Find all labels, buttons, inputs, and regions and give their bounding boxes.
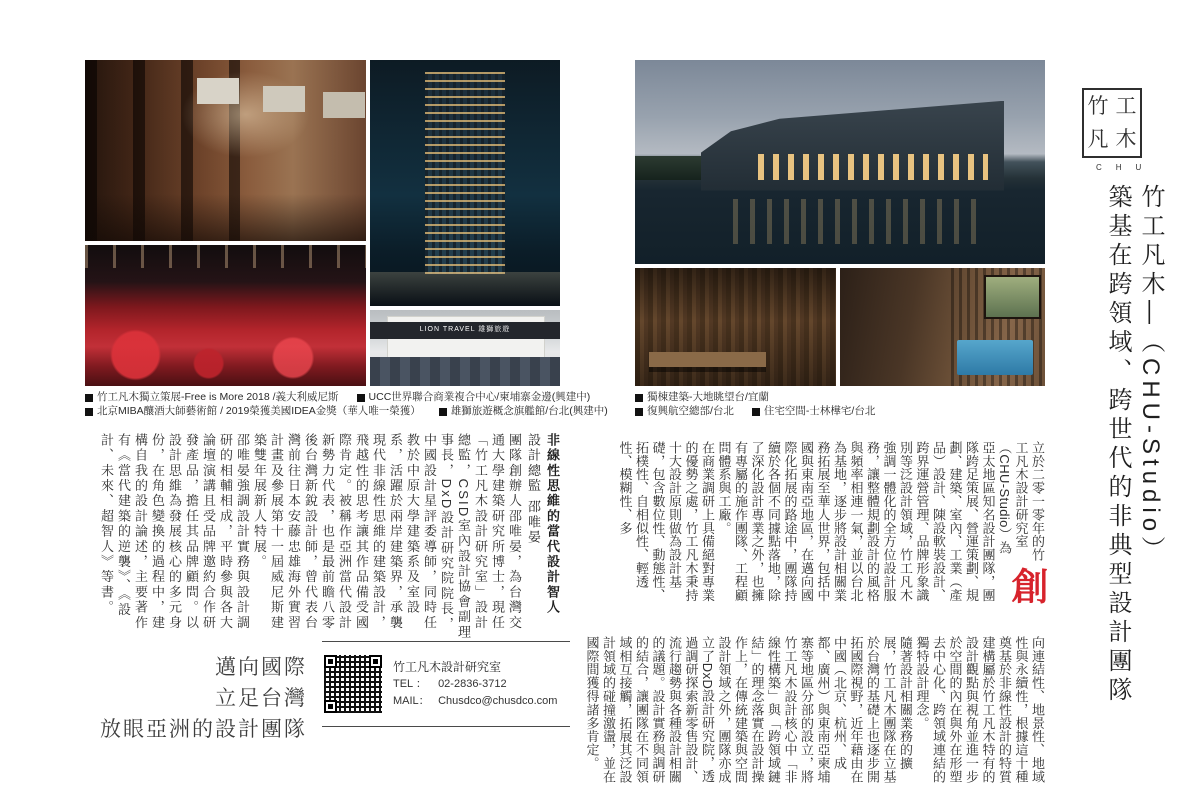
caption-text: 竹工凡木獨立策展-Free is More 2018 /義大利威尼斯	[97, 391, 339, 403]
left-caption-row-1	[85, 391, 590, 404]
photo-miba-museum-interior	[85, 245, 366, 386]
article-paragraph	[715, 441, 1045, 612]
qr-code	[324, 655, 382, 713]
designer-profile-article	[85, 433, 561, 642]
logo-char: 工	[1115, 95, 1137, 118]
article-paragraph: 向連結性、地景性、地域性與永續性，根據這十種奠基於非線性設計的特質建構屬於竹工凡木特有的設計觀點與視角並進一步於空間的內在與外在形塑去中心化、跨領域連結的獨特設計理念。	[914, 636, 1045, 784]
studio-name: 竹工凡木設計研究室	[393, 659, 502, 674]
caption-text: UCC世界聯合商業複合中心/柬埔寨金邊(興建中)	[368, 391, 591, 403]
caption-square-icon	[635, 408, 643, 416]
logo-char: 竹	[1087, 95, 1109, 118]
tel-value: 02-2836-3712	[438, 677, 507, 690]
right-caption-row-1	[635, 391, 769, 404]
photo-shilin-residence-interior	[840, 268, 1045, 386]
caption-item	[85, 405, 421, 418]
studio-intro-article-band-1	[617, 441, 1047, 612]
logo-char: 凡	[1087, 128, 1109, 151]
paragraph-text: 立於二零一零年的竹工凡木設計研究室（CHU-Studio）為亞太地區知名設計團隊，團隊跨足策展、營運策劃、規劃、建築、室內、工業（產品）設計、陳設軟裝設計、跨界運營管理、品牌形象識別等泛設計領域，竹工凡木強調一體化的全方位設計服務，讓整體規劃設計的風格與頻率相連一氣，並以台北為基地，逐步將設計相關業務拓展至華人世界，包括中國與東南亞地區，在邁向國際化拓展的路途中，團隊持續於各個不同據點落地，除了深化設計專業之外，也擁有專屬的施作團隊、工程顧問體系與工廠。	[716, 441, 1045, 602]
slogan-line: 立足台灣	[215, 687, 307, 710]
red-pods-graphic	[85, 245, 366, 386]
desk-graphic	[649, 352, 766, 367]
caption-square-icon	[85, 394, 93, 402]
contact-lines	[393, 659, 557, 710]
caption-item	[752, 405, 875, 418]
qr-finder-icon	[324, 700, 337, 713]
qr-finder-icon	[324, 655, 337, 668]
left-caption-row-2	[85, 405, 608, 418]
article-paragraph: 邵唯晏強調設計實務與設計調研的相輔相成，平時參與各大論壇演講且受品牌邀約合作研發產品，擔任其品牌顧問。以設計思維為發展核心的多元身份，在角色變換的過程中，建構自我的設計論述，主要著作有《當代建築的逆襲》、《設計、未來、超智人》等書。	[99, 433, 250, 631]
chu-studio-logo	[1082, 88, 1142, 158]
photo-ucc-tower-night	[370, 60, 560, 306]
caption-text: 北京MIBA釀酒大師藝術館 / 2019榮獲美國IDEA金獎（華人唯一榮獲）	[97, 405, 421, 417]
water-reflection-graphic	[733, 199, 987, 244]
studio-intro-article-band-2	[584, 636, 1045, 793]
caption-square-icon	[752, 408, 760, 416]
page-title-line-1: 竹工凡木—（CHU-Studio）	[1137, 184, 1164, 566]
mail-label: MAIL：	[393, 694, 430, 707]
slogan-line: 放眼亞洲的設計團隊	[100, 718, 307, 741]
contact-block	[322, 641, 570, 727]
logo-char: 木	[1115, 128, 1137, 151]
contact-tel-line	[393, 676, 557, 693]
dropcap-character: 創	[1006, 566, 1047, 604]
caption-text: 住宅空間-士林樺宅/台北	[763, 405, 876, 417]
caption-text: 復興航空總部/台北	[647, 405, 734, 417]
photo-lion-travel-flagship	[370, 310, 560, 386]
caption-square-icon	[635, 394, 643, 402]
photo-land-lookout-yilan	[635, 60, 1045, 264]
page-title-line-2: 築基在跨領域、跨世代的非典型設計團隊	[1104, 184, 1131, 706]
studio-slogan	[85, 652, 307, 745]
slogan-line: 邁向國際	[215, 656, 307, 679]
logo-letters: CHU	[1096, 163, 1156, 172]
floor-shadow-graphic	[85, 194, 366, 241]
article-paragraph: 在商業調研上具備絕對專業的優勢之處，竹工凡木秉持十大設計原則做為設計基礎，包含數位性、動態性、拓樸性、自相似性、輕透性、模糊性、多	[617, 441, 715, 602]
caption-item	[635, 391, 769, 404]
caption-text: 獨棟建築-大地眺望台/宜蘭	[647, 391, 769, 403]
photo-transasia-hq-interior	[635, 268, 836, 386]
tower-base-graphic	[370, 272, 560, 306]
tel-label: TEL ：	[393, 677, 427, 690]
right-caption-row-2	[635, 405, 875, 418]
storefront-glass-graphic	[370, 357, 560, 386]
page-title	[1101, 184, 1167, 750]
article-heading: 非線性思維的當代設計智人	[545, 433, 560, 616]
storefront-sign: LION TRAVEL 雄獅旅遊	[370, 322, 560, 339]
caption-item	[357, 391, 591, 404]
photo-venice-exhibition	[85, 60, 366, 241]
caption-item	[85, 391, 339, 404]
exhibit-panels-graphic	[197, 78, 239, 104]
qr-finder-icon	[369, 655, 382, 668]
caption-item	[439, 405, 608, 418]
caption-item	[635, 405, 734, 418]
caption-text: 雄獅旅遊概念旗艦館/台北(興建中)	[450, 405, 608, 417]
shade-graphic	[635, 268, 836, 386]
window-graphic	[984, 275, 1041, 319]
contact-mail-line	[393, 693, 557, 710]
article-paragraph: 團隊創辦人邵唯晏，為台灣交通大學建築研究所博士，現任「竹工凡木設計研究室」設計總監，CSID室內設計協會副理事長，DxD設計研究院院長，中國設計星評委導師，同時任教於中原大學建築系及室設系，活躍於兩岸建築界，承襲現代非線性思維的建築設計，飛越性的思考讓其作品備受國際肯定。被稱作亞洲當代設計新勢力代表，也是最前瞻八零後台灣新銳設計師，曾代表台灣前往日本安藤忠雄海外實習計畫及參展第十一屆威尼斯建築雙年展新人特展。	[252, 433, 522, 641]
pool-graphic	[957, 340, 1033, 375]
caption-square-icon	[85, 408, 93, 416]
lit-windows-graphic	[758, 154, 988, 181]
mail-value: Chusdco@chusdco.com	[438, 694, 558, 707]
caption-square-icon	[357, 394, 365, 402]
article-subheading: 設計總監 邵唯晏	[526, 433, 541, 546]
article-paragraph: 隨著設計相關業務的擴展，竹工凡木團隊在立基於台灣的基礎上也逐步開拓國際視野，近年藉由在中國（北京、杭州、成都、廣州）與東南亞柬埔寨等地區分部的設立，將竹工凡木設計核心中「非線性構築」與「跨領域鏈結」的理念落實在設計操作上，在傳統建築與空間設計領域之外，團隊亦成立了DxD設計研究院，透過調研探索新零售設計、流行趨勢與各種設計相關的議題。設計實務與調研的結合，讓團隊在不同領域相互接觸，拓展其泛設計領域的碰撞激盪，並在國際間獲得諸多肯定。	[584, 636, 913, 784]
caption-square-icon	[439, 408, 447, 416]
tower-graphic	[425, 72, 505, 274]
